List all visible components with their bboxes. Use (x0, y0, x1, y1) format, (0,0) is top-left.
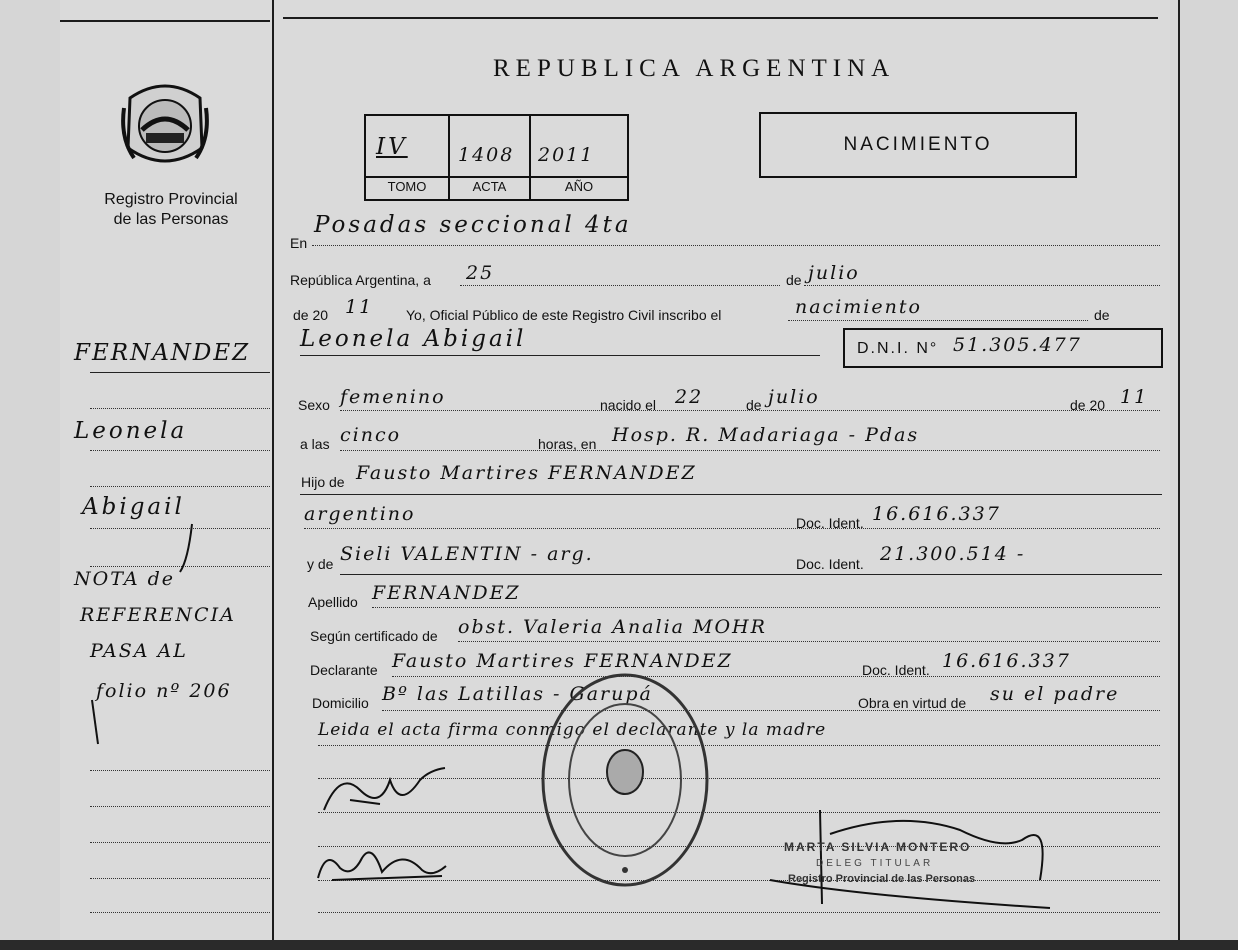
entry-leida: Leida el acta firma conmigo el declarante y la madre (318, 720, 827, 740)
entry-madre-doc: 21.300.514 - (880, 543, 1026, 565)
label-de-20: de 20 (1070, 397, 1106, 413)
anio-value: 2011 (538, 144, 595, 166)
entry-lugar: Posadas seccional 4ta (314, 212, 632, 238)
label-de20: de 20 (293, 307, 329, 323)
dotted-line (90, 486, 270, 487)
dotted-line (90, 878, 270, 879)
top-rule-left (60, 20, 270, 22)
label-doc-ident: Doc. Ident. (796, 515, 864, 531)
entry-dni: 51.305.477 (953, 334, 1082, 356)
tomo-label: TOMO (387, 179, 427, 194)
label-republica: República Argentina, a (290, 272, 431, 288)
margin-divider (272, 0, 274, 950)
label-horas-en: horas, en (538, 436, 597, 452)
province-seal-icon (120, 78, 210, 170)
entry-nacido-dia: 22 (675, 386, 704, 408)
top-rule-right (283, 17, 1158, 19)
entry-madre: Sieli VALENTIN - arg. (340, 543, 594, 565)
margin-apellido: FERNANDEZ (74, 340, 251, 366)
entry-apellido: FERNANDEZ (372, 582, 521, 604)
label-y-de: y de (307, 556, 334, 572)
entry-padre-doc: 16.616.337 (872, 503, 1001, 525)
dotted-line (340, 410, 1160, 411)
act-type-box: NACIMIENTO (759, 112, 1077, 178)
dotted-line (312, 245, 1160, 246)
dni-label: D.N.I. N° (857, 340, 939, 357)
entry-anio-corto: 11 (345, 296, 374, 318)
dotted-line (90, 408, 270, 409)
right-border (1178, 0, 1180, 950)
dotted-line (90, 842, 270, 843)
dni-box (843, 328, 1163, 368)
dotted-line (788, 320, 1088, 321)
registry-line1: Registro Provincial (104, 191, 238, 208)
entry-dia: 25 (466, 262, 495, 284)
declarant-signature (320, 760, 450, 820)
margin-nota-4: folio nº 206 (96, 680, 232, 702)
dotted-line (340, 450, 1160, 451)
entry-declarante-doc: 16.616.337 (942, 650, 1071, 672)
table-caption-row (366, 176, 627, 178)
dotted-line (392, 676, 1160, 677)
margin-nota-2: REFERENCIA (80, 604, 236, 626)
margin-nota-3: PASA AL (90, 640, 188, 662)
label-de: de (786, 272, 802, 288)
acta-value: 1408 (458, 144, 515, 166)
officer-registry: Registro Provincial de las Personas (788, 873, 976, 885)
officer-name: MARTA SILVIA MONTERO (784, 840, 972, 854)
label-nacido-el: nacido el (600, 397, 657, 413)
label-hijo-de: Hijo de (301, 474, 345, 490)
document-title: REPUBLICA ARGENTINA (493, 55, 896, 82)
dotted-line (304, 528, 1160, 529)
label-doc-ident2: Doc. Ident. (796, 556, 864, 572)
label-a-las: a las (300, 436, 330, 452)
entry-nombre: Leonela Abigail (300, 326, 527, 352)
witness-signature (312, 838, 452, 888)
margin-nombre1: Leonela (74, 418, 188, 444)
label-segun: Según certificado de (310, 628, 438, 644)
label-doc-ident3: Doc. Ident. (862, 662, 930, 678)
dotted-line (318, 745, 1160, 746)
label-apellido: Apellido (308, 594, 358, 610)
label-domicilio: Domicilio (312, 695, 369, 711)
dotted-line (90, 450, 270, 451)
entry-sexo: femenino (340, 386, 446, 408)
entry-nacido-anio: 11 (1120, 386, 1149, 408)
dotted-line (90, 770, 270, 771)
acta-label: ACTA (472, 179, 507, 194)
entry-lugar-nac: Hosp. R. Madariaga - Pdas (612, 424, 920, 446)
dotted-line (90, 806, 270, 807)
officer-role: DELEG TITULAR (816, 858, 934, 869)
label-en: En (290, 235, 308, 251)
solid-line (300, 355, 820, 356)
registry-line2: de las Personas (113, 211, 229, 228)
solid-line (300, 494, 1162, 495)
label-obra: Obra en virtud de (858, 695, 967, 711)
entry-padre-nac: argentino (304, 503, 416, 525)
bottom-edge (0, 940, 1238, 950)
label-declarante: Declarante (310, 662, 378, 678)
dotted-line (458, 641, 1160, 642)
entry-domicilio: Bº las Latillas - Garupá (382, 683, 653, 705)
label-de-short: de (1094, 307, 1110, 323)
registry-stamp-icon (540, 672, 710, 888)
entry-certificado: obst. Valeria Analia MOHR (458, 616, 767, 638)
margin-arrow-mark (80, 520, 200, 750)
entry-declarante: Fausto Martires FERNANDEZ (392, 650, 733, 672)
anio-label: AÑO (564, 179, 594, 194)
solid-line (340, 574, 1162, 575)
dotted-line (382, 710, 1160, 711)
solid-line (90, 372, 270, 373)
dotted-line (90, 912, 270, 913)
entry-obra: su el padre (990, 683, 1120, 705)
label-sexo: Sexo (298, 397, 330, 413)
registry-name (86, 190, 256, 230)
entry-hora: cinco (340, 424, 402, 446)
entry-inscribo: nacimiento (795, 296, 922, 318)
dotted-line (804, 285, 1160, 286)
dotted-line (372, 607, 1160, 608)
record-table (364, 114, 629, 201)
dotted-line (460, 285, 780, 286)
entry-mes: julio (808, 262, 860, 284)
margin-nombre2: Abigail (82, 494, 185, 520)
tomo-value: IV (376, 134, 408, 160)
entry-padre: Fausto Martires FERNANDEZ (356, 462, 697, 484)
label-yo-oficial: Yo, Oficial Público de este Registro Civil inscribo el (406, 307, 722, 323)
label-de-mes: de (746, 397, 762, 413)
margin-nota-1: NOTA de (74, 568, 176, 590)
entry-nacido-mes: julio (768, 386, 820, 408)
